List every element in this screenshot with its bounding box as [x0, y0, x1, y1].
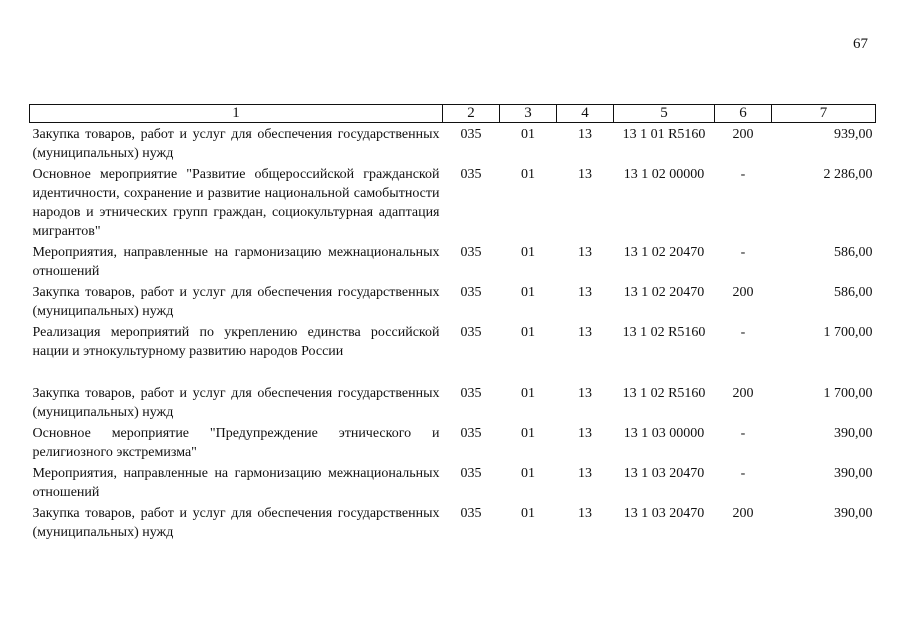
row-ministry-code: 035: [460, 325, 482, 340]
table-row: [30, 462, 876, 502]
row-target-article: 13 1 02 R5160: [622, 386, 706, 401]
row-ministry-code: 035: [460, 245, 482, 260]
row-name: Закупка товаров, работ и услуг для обеспечения государственных (муниципальных) нужд: [32, 285, 440, 319]
row-ministry-code: 035: [460, 167, 482, 182]
row-ministry-code: 035: [460, 285, 482, 300]
row-section: 01: [521, 127, 535, 142]
row-name: Закупка товаров, работ и услуг для обеспечения государственных (муниципальных) нужд: [32, 127, 440, 161]
row-subsection: 13: [578, 167, 592, 182]
row-subsection: 13: [578, 127, 592, 142]
row-amount: 390,00: [834, 466, 873, 481]
row-section: 01: [521, 506, 535, 521]
row-subsection: 13: [578, 426, 592, 441]
row-amount: 586,00: [834, 285, 873, 300]
table-row: [30, 241, 876, 281]
row-expense-type: -: [740, 466, 746, 481]
row-subsection: 13: [578, 506, 592, 521]
table-row: [30, 123, 876, 164]
page-number: 67: [853, 36, 868, 52]
row-target-article: 13 1 02 00000: [623, 167, 705, 182]
row-target-article: 13 1 02 20470: [623, 245, 705, 260]
row-target-article: 13 1 01 R5160: [622, 127, 706, 142]
row-amount: 390,00: [834, 506, 873, 521]
spacer-row: [30, 361, 876, 382]
row-target-article: 13 1 03 20470: [623, 506, 705, 521]
row-amount: 1 700,00: [823, 325, 873, 340]
row-ministry-code: 035: [460, 506, 482, 521]
row-expense-type: 200: [732, 127, 754, 142]
row-ministry-code: 035: [460, 127, 482, 142]
row-subsection: 13: [578, 325, 592, 340]
column-header-6: 6: [715, 105, 772, 123]
row-target-article: 13 1 02 R5160: [622, 325, 706, 340]
column-header-1: 1: [30, 105, 443, 123]
row-section: 01: [521, 386, 535, 401]
spacer-cell: [30, 361, 876, 382]
column-header-2: 2: [443, 105, 500, 123]
row-target-article: 13 1 03 20470: [623, 466, 705, 481]
row-name: Основное мероприятие "Предупреждение этнического и религиозного экстремизма": [32, 426, 440, 460]
row-expense-type: -: [740, 167, 746, 182]
row-expense-type: 200: [732, 285, 754, 300]
row-subsection: 13: [578, 386, 592, 401]
row-ministry-code: 035: [460, 386, 482, 401]
row-subsection: 13: [578, 285, 592, 300]
column-header-7: 7: [772, 105, 876, 123]
column-header-4: 4: [557, 105, 614, 123]
row-name: Реализация мероприятий по укреплению единства российской нации и этнокультурному развитию народов России: [32, 325, 440, 359]
row-amount: 939,00: [834, 127, 873, 142]
row-target-article: 13 1 03 00000: [623, 426, 705, 441]
table-row: [30, 321, 876, 361]
table-row: [30, 502, 876, 542]
row-expense-type: -: [740, 325, 746, 340]
row-expense-type: -: [740, 245, 746, 260]
budget-table: [29, 104, 876, 542]
row-name: Основное мероприятие "Развитие общероссийской гражданской идентичности, сохранение и развитие национальной самобытности народов и этнических групп граждан, социокультурная адаптация мигрантов": [32, 167, 440, 239]
row-subsection: 13: [578, 245, 592, 260]
row-subsection: 13: [578, 466, 592, 481]
row-section: 01: [521, 245, 535, 260]
row-ministry-code: 035: [460, 466, 482, 481]
table-row: [30, 382, 876, 422]
row-name: Закупка товаров, работ и услуг для обеспечения государственных (муниципальных) нужд: [32, 386, 440, 420]
row-name: Мероприятия, направленные на гармонизацию межнациональных отношений: [32, 245, 440, 279]
column-number-row: [30, 105, 876, 123]
row-target-article: 13 1 02 20470: [623, 285, 705, 300]
row-amount: 1 700,00: [823, 386, 873, 401]
column-header-3: 3: [500, 105, 557, 123]
row-expense-type: 200: [732, 386, 754, 401]
row-section: 01: [521, 426, 535, 441]
table-row: [30, 163, 876, 241]
row-section: 01: [521, 325, 535, 340]
row-section: 01: [521, 466, 535, 481]
table-row: [30, 281, 876, 321]
column-header-5: 5: [614, 105, 715, 123]
row-expense-type: 200: [732, 506, 754, 521]
row-section: 01: [521, 167, 535, 182]
row-section: 01: [521, 285, 535, 300]
row-amount: 2 286,00: [823, 167, 873, 182]
row-amount: 586,00: [834, 245, 873, 260]
row-name: Закупка товаров, работ и услуг для обеспечения государственных (муниципальных) нужд: [32, 506, 440, 540]
row-amount: 390,00: [834, 426, 873, 441]
row-name: Мероприятия, направленные на гармонизацию межнациональных отношений: [32, 466, 440, 500]
table-row: [30, 422, 876, 462]
row-ministry-code: 035: [460, 426, 482, 441]
row-expense-type: -: [740, 426, 746, 441]
